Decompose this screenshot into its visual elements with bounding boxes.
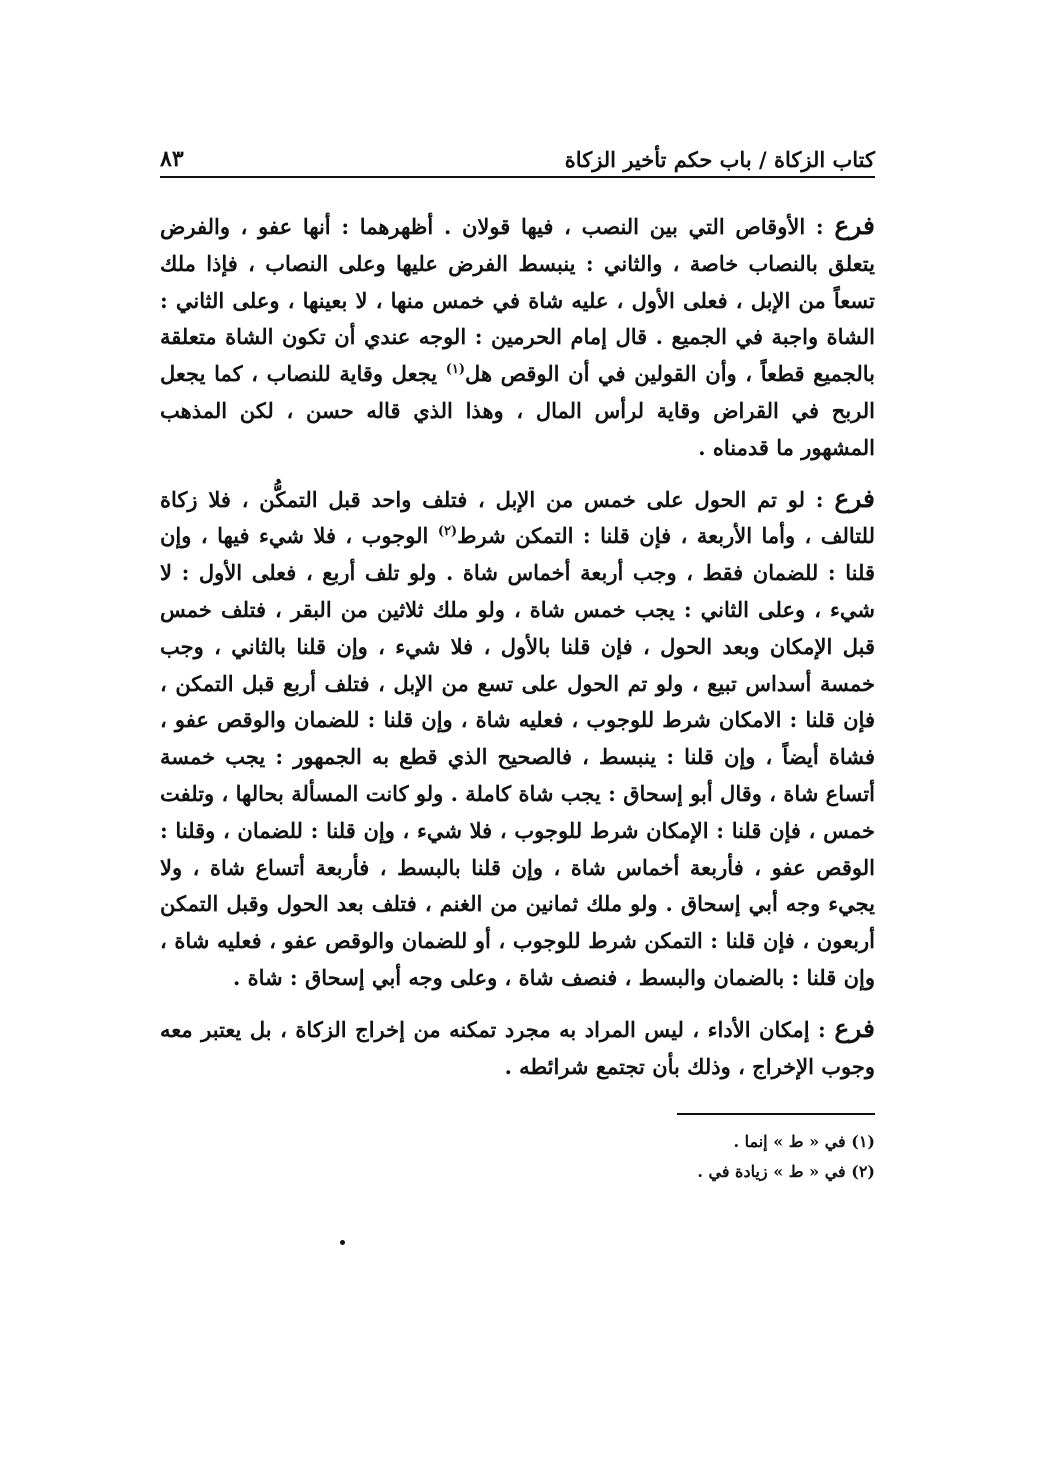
footnote-marker[interactable]: (٢) bbox=[437, 524, 458, 540]
page-body bbox=[160, 208, 875, 1085]
footnote-divider bbox=[677, 1113, 875, 1115]
paragraph-2 bbox=[160, 481, 875, 997]
book-page bbox=[160, 128, 875, 1187]
section-label: فرع bbox=[834, 211, 875, 240]
paragraph-text: : الأوقاص التي بين النصب ، فيها قولان . أظهرهما : أنها عفو ، والفرض يتعلق بالنصاب خاصة ، والثاني : ينبسط الفرض عليها وعلى النصاب ، فإذا ملك تسعاً من الإبل ، فعلى الأول ، عليه شاة في خمس منها ، لا بعينها ، وعلى الثاني : الشاة واجبة في الجميع . قال إمام الحرمين : الوجه عندي أن تكون الشاة متعلقة بالجميع قطعاً ، وأن القولين في أن الوقص هل bbox=[160, 214, 875, 387]
paragraph-1 bbox=[160, 208, 875, 467]
page-number: ٨٣ bbox=[160, 146, 184, 172]
paragraph-text: : إمكان الأداء ، ليس المراد به مجرد تمكنه من إخراج الزكاة ، بل يعتبر معه وجوب الإخراج ، وذلك بأن تجتمع شرائطه . bbox=[160, 1016, 875, 1079]
page-header bbox=[160, 128, 875, 178]
section-label: فرع bbox=[834, 483, 875, 513]
section-label: فرع bbox=[834, 1013, 875, 1043]
paragraph-text: يجعل وقاية للنصاب ، كما يجعل الربح في القراض وقاية لرأس المال ، وهذا الذي قاله حسن ، لكن المذهب المشهور ما قدمناه . bbox=[160, 361, 875, 460]
paragraph-text: : لو تم الحول على خمس من الإبل ، فتلف واحد قبل التمكُّن ، فلا زكاة للتالف ، وأما الأربعة ، فإن قلنا : التمكن شرط bbox=[160, 486, 876, 549]
paragraph-3 bbox=[160, 1011, 875, 1086]
footnote-2: (٢) في « ط » زيادة في . bbox=[697, 1162, 875, 1182]
footnote-marker[interactable]: (١) bbox=[445, 362, 466, 378]
print-speck bbox=[340, 1240, 345, 1245]
paragraph-text: الوجوب ، فلا شيء فيها ، وإن قلنا : للضمان فقط ، وجب أربعة أخماس شاة . ولو تلف أربع ، فعلى الأول : لا شيء ، وعلى الثاني : يجب خمس شاة ، ولو ملك ثلاثين من البقر ، فتلف خمس قبل الإمكان وبعد الحول ، فإن قلنا بالأول ، فلا شيء ، وإن قلنا بالثاني ، وجب خمسة أسداس تبيع ، ولو تم الحول على تسع من الإبل ، فتلف أربع قبل التمكن ، فإن قلنا : الامكان شرط للوجوب ، فعليه شاة ، وإن قلنا : للضمان والوقص عفو ، فشاة أيضاً ، وإن قلنا : ينبسط ، فالصحيح الذي قطع به الجمهور : يجب خمسة أتساع شاة ، وقال أبو إسحاق : يجب شاة كاملة . ولو كانت المسألة بحالها ، وتلفت خمس ، فإن قلنا : الإمكان شرط للوجوب ، فلا شيء ، وإن قلنا : للضمان ، وقلنا : الوقص عفو ، فأربعة أخماس شاة ، وإن قلنا بالبسط ، فأربعة أتساع شاة ، ولا يجيء وجه أبي إسحاق . ولو ملك ثمانين من الغنم ، فتلف بعد الحول وقبل التمكن أربعون ، فإن قلنا : التمكن شرط للوجوب ، أو للضمان والوقص عفو ، فعليه شاة ، وإن قلنا : بالضمان والبسط ، فنصف شاة ، وعلى وجه أبي إسحاق : شاة . bbox=[160, 523, 875, 990]
footnote-1: (١) في « ط » إنما . bbox=[733, 1132, 875, 1152]
running-title: كتاب الزكاة / باب حكم تأخير الزكاة bbox=[564, 147, 875, 172]
